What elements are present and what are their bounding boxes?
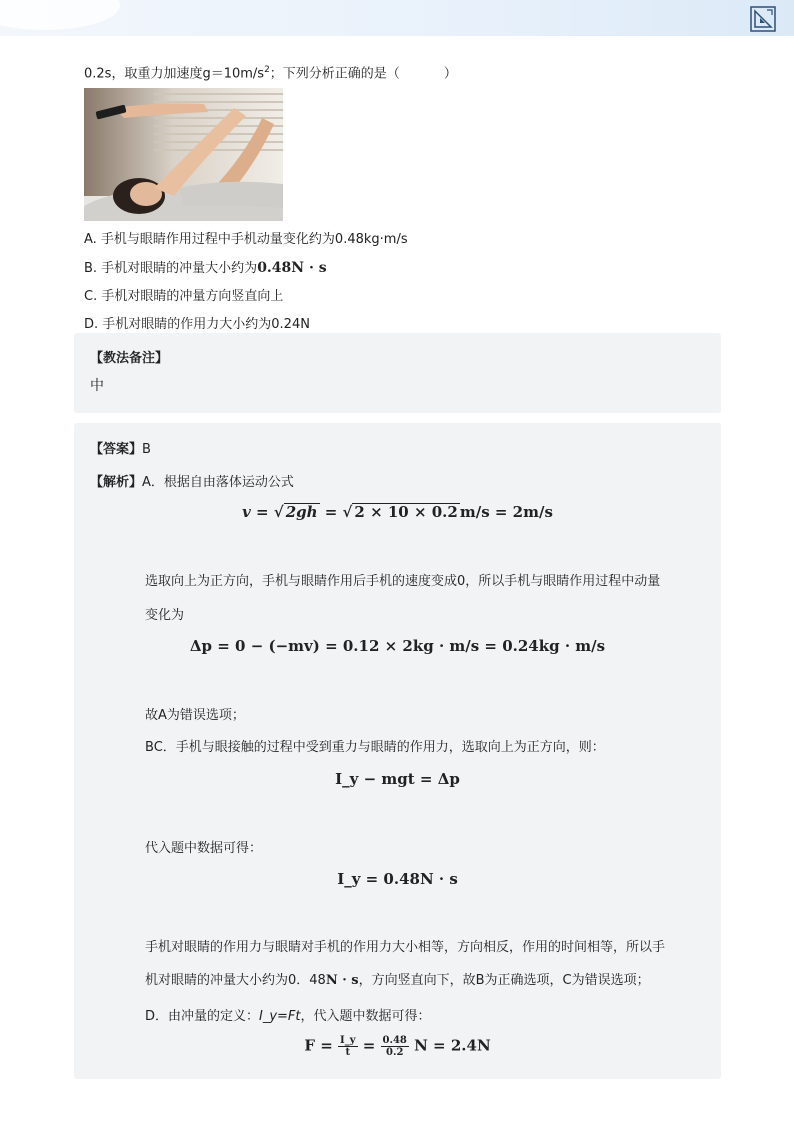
analysis-substitute: 代入题中数据可得：	[145, 841, 263, 856]
equation-impulse-theorem: I_y − mgt = Δp	[335, 770, 460, 788]
option-b: B. 手机对眼睛的冲量大小约为0.48N · s	[84, 260, 327, 277]
answer-box	[74, 423, 721, 1079]
analysis-paragraph-1: 选取向上为正方向，手机与眼睛作用后手机的速度变成0，所以手机与眼睛作用过程中动量	[145, 574, 661, 589]
analysis-label: 【解析】	[90, 475, 143, 490]
analysis-paragraph-1b: 变化为	[145, 608, 185, 623]
answer-value: B	[142, 442, 151, 457]
option-a: A. 手机与眼睛作用过程中手机动量变化约为0.48kg·m/s	[84, 232, 408, 248]
analysis-paragraph-2b: 机对眼睛的冲量大小约为0．48N · s，方向竖直向下，故B为正确选项，C为错误选项；	[145, 973, 650, 988]
answer-label: 【答案】	[90, 442, 143, 457]
fraction-numeric: $\frac{0.48}{0.2}$	[382, 1035, 407, 1058]
teaching-note-box	[74, 333, 721, 413]
stem-exponent: 2	[264, 65, 270, 75]
publisher-logo-icon	[750, 6, 776, 32]
question-block	[84, 60, 724, 334]
question-stem	[84, 60, 724, 84]
equation-force: F = $\frac{I\_y}{t}$ = $\frac{0.48}{0.2}$ N = 2.4N	[304, 1035, 491, 1058]
analysis-paragraph-2: 手机对眼睛的作用力与眼睛对手机的作用力大小相等，方向相反，作用的时间相等，所以手	[145, 940, 666, 955]
analysis-line	[90, 474, 294, 492]
analysis-a-intro: A．根据自由落体运动公式	[142, 475, 294, 490]
option-c: C. 手机对眼睛的冲量方向竖直向上	[84, 289, 284, 305]
analysis-d-intro: D．由冲量的定义：I_y=Ft，代入题中数据可得：	[145, 1009, 431, 1024]
equation-impulse-value: I_y = 0.48N · s	[337, 870, 458, 888]
question-photo	[84, 88, 283, 221]
teaching-note-label: 【教法备注】	[90, 351, 169, 366]
photo-illustration	[84, 88, 283, 221]
header-wave-decoration	[0, 0, 120, 30]
equation-freefall: v = √ 2gh = √ 2 × 10 × 0.2 m/s = 2m/s	[242, 503, 553, 521]
stem-prefix: 0.2s，取重力加速度g＝10m/s	[84, 66, 265, 82]
stem-suffix: ；下列分析正确的是（	[269, 66, 400, 82]
equation-momentum-change: Δp = 0 − (−mv) = 0.12 × 2kg · m/s = 0.24kg · m/s	[189, 637, 606, 655]
analysis-bc-intro: BC．手机与眼接触的过程中受到重力与眼睛的作用力，选取向上为正方向，则：	[145, 740, 605, 755]
analysis-a-conclusion: 故A为错误选项；	[145, 708, 245, 723]
option-b-math: 0.48N · s	[257, 260, 327, 277]
stem-close: ）	[443, 66, 457, 82]
teaching-note-value: 中	[90, 378, 104, 394]
page-header-band	[0, 0, 794, 36]
answer-line	[90, 441, 151, 459]
option-d: D. 手机对眼睛的作用力大小约为0.24N	[84, 317, 310, 333]
fraction-impulse-time: $\frac{I\_y}{t}$	[340, 1035, 356, 1058]
